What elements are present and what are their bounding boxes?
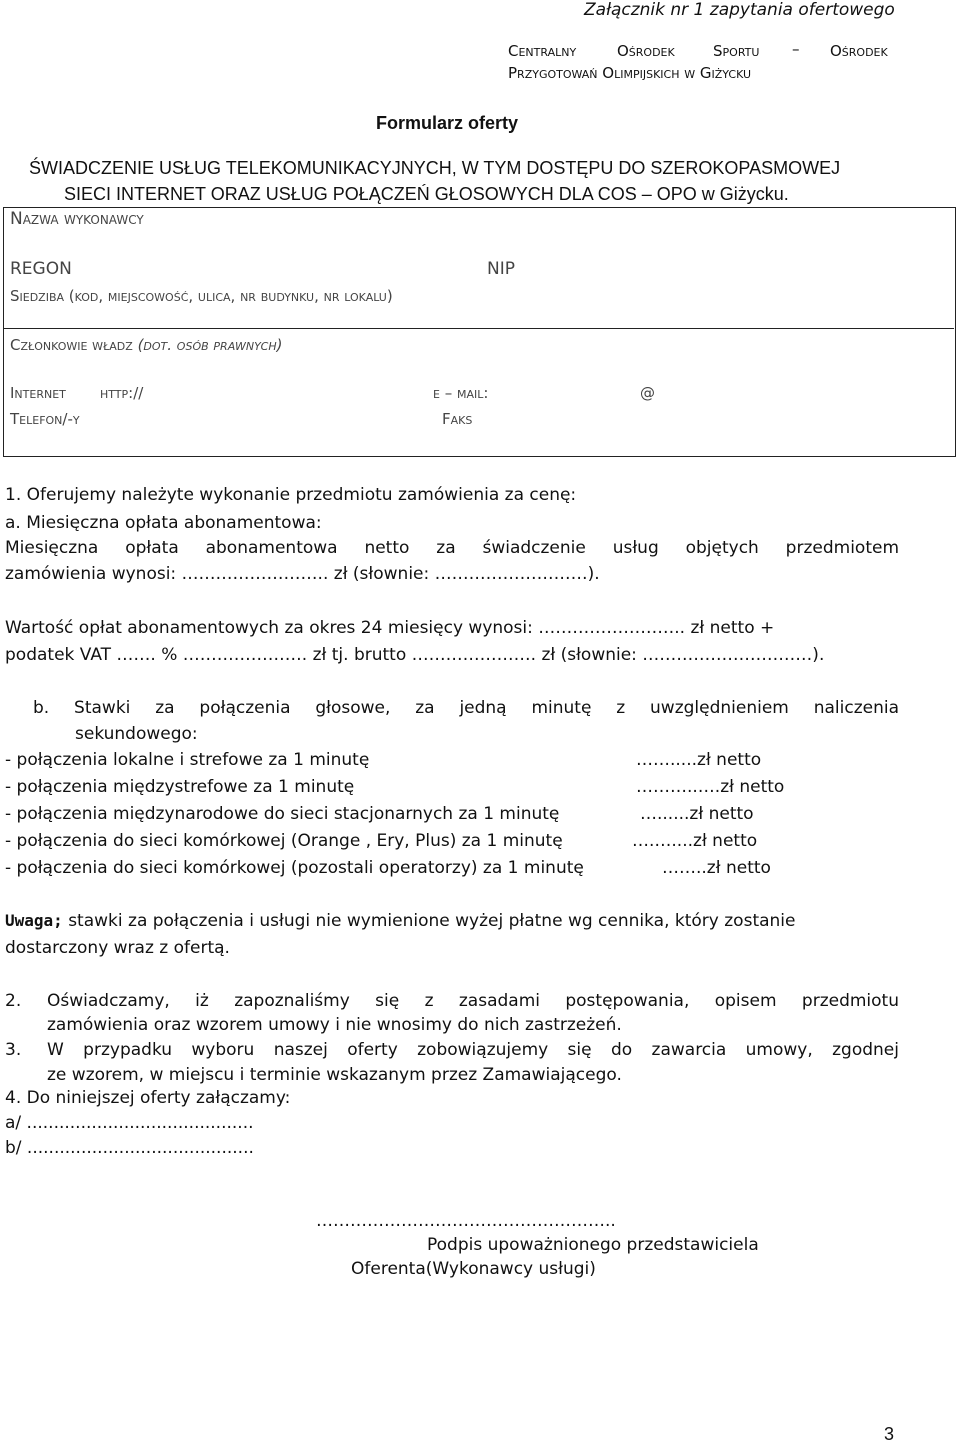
rate-label-mobile-major: - połączenia do sieci komórkowej (Orange , Ery, Plus) za 1 minutę	[5, 831, 563, 851]
page-number: 3	[884, 1424, 895, 1444]
section3-line1: W przypadku wyboru naszej oferty zobowiązujemy się do zawarcia umowy, zgodnej	[47, 1040, 899, 1060]
section2-line2: zamówienia oraz wzorem umowy i nie wnosimy do nich zastrzeżeń.	[47, 1015, 622, 1035]
section1a-text1: Miesięczna opłata abonamentowa netto za świadczenie usług objętych przedmiotem	[5, 538, 899, 558]
note-line1	[5, 911, 795, 931]
section4-heading: 4. Do niniejszej oferty załączamy:	[5, 1088, 291, 1108]
subject-line2: SIECI INTERNET ORAZ USŁUG POŁĄCZEŃ GŁOSOWYCH DLA COS – OPO w Giżycku.	[64, 184, 789, 204]
board-label-main: Członkowie władz	[10, 336, 133, 354]
section2-line1: Oświadczamy, iż zapoznaliśmy się z zasadami postępowania, opisem przedmiotu	[47, 991, 899, 1011]
subscription-total-line1: Wartość opłat abonamentowych za okres 24 miesięcy wynosi: …………………….. zł netto +	[5, 618, 775, 638]
org-name-part3: Sportu	[713, 42, 760, 60]
rate-label-interzone: - połączenia międzystrefowe za 1 minutę	[5, 777, 355, 797]
contractor-info-box	[3, 207, 956, 457]
regon-label: REGON	[10, 259, 72, 279]
section2-number: 2.	[5, 991, 22, 1011]
section3-number: 3.	[5, 1040, 22, 1060]
rate-label-international: - połączenia międzynarodowe do sieci stacjonarnych za 1 minutę	[5, 804, 560, 824]
board-label-note: (dot. osób prawnych)	[137, 336, 283, 354]
org-name-dash: –	[792, 40, 800, 58]
internet-label: Internet	[10, 384, 66, 402]
fax-label: Faks	[442, 410, 473, 428]
seat-label: Siedziba (kod, miejscowość, ulica, nr budynku, nr lokalu)	[10, 287, 393, 305]
note-label: Uwaga;	[5, 911, 63, 930]
signature-line: ……………………………………………..	[316, 1211, 616, 1231]
org-name-part4: Ośrodek	[830, 42, 888, 60]
nip-label: NIP	[487, 259, 515, 279]
rate-value-mobile-other: ……..zł netto	[662, 858, 771, 878]
signature-caption-line2: Oferenta(Wykonawcy usługi)	[351, 1259, 596, 1279]
subject-line1: ŚWIADCZENIE USŁUG TELEKOMUNIKACYJNYCH, W TYM DOSTĘPU DO SZEROKOPASMOWEJ	[29, 158, 841, 178]
http-label: http://	[100, 384, 144, 402]
form-title: Formularz oferty	[376, 113, 519, 133]
subscription-total-line2: podatek VAT ……. % …………………. zł tj. brutto …………………. zł (słownie: …………………………).	[5, 645, 825, 665]
section1a-heading: a. Miesięczna opłata abonamentowa:	[5, 513, 322, 533]
attachment-label: Załącznik nr 1 zapytania ofertowego	[584, 0, 895, 20]
email-label: e – mail:	[433, 384, 489, 402]
section1b-heading-cont: sekundowego:	[75, 724, 198, 744]
contractor-name-label: Nazwa wykonawcy	[10, 209, 144, 229]
phone-label: Telefon/-y	[10, 410, 80, 428]
org-name-line2: Przygotowań Olimpijskich w Giżycku	[508, 64, 752, 82]
signature-caption-line1: Podpis upoważnionego przedstawiciela	[427, 1235, 759, 1255]
org-name-part2: Ośrodek	[617, 42, 675, 60]
at-sign: @	[640, 384, 655, 402]
box-divider	[3, 328, 954, 329]
rate-label-local: - połączenia lokalne i strefowe za 1 minutę	[5, 750, 370, 770]
section1b-heading: b. Stawki za połączenia głosowe, za jedną minutę z uwzględnieniem naliczenia	[33, 698, 899, 718]
org-name-part1: Centralny	[508, 42, 577, 60]
section1-heading: 1. Oferujemy należyte wykonanie przedmiotu zamówienia za cenę:	[5, 485, 577, 505]
note-text1: stawki za połączenia i usługi nie wymienione wyżej płatne wg cennika, który zostanie	[62, 911, 796, 931]
rate-value-interzone: ………..….zł netto	[636, 777, 785, 797]
attachment-item-a: a/ ..........................................	[5, 1113, 254, 1133]
rate-value-mobile-major: ….…....zł netto	[632, 831, 758, 851]
rate-value-local: …….....zł netto	[636, 750, 762, 770]
board-label	[10, 336, 282, 354]
note-line2: dostarczony wraz z ofertą.	[5, 938, 230, 958]
section1a-text2: zamówienia wynosi: …………………….. zł (słownie: ………………………).	[5, 564, 600, 584]
attachment-item-b: b/ ..........................................	[5, 1138, 254, 1158]
section3-line2: ze wzorem, w miejscu i terminie wskazanym przez Zamawiającego.	[47, 1065, 622, 1085]
rate-value-international: …......zł netto	[640, 804, 754, 824]
rate-label-mobile-other: - połączenia do sieci komórkowej (pozostali operatorzy) za 1 minutę	[5, 858, 584, 878]
